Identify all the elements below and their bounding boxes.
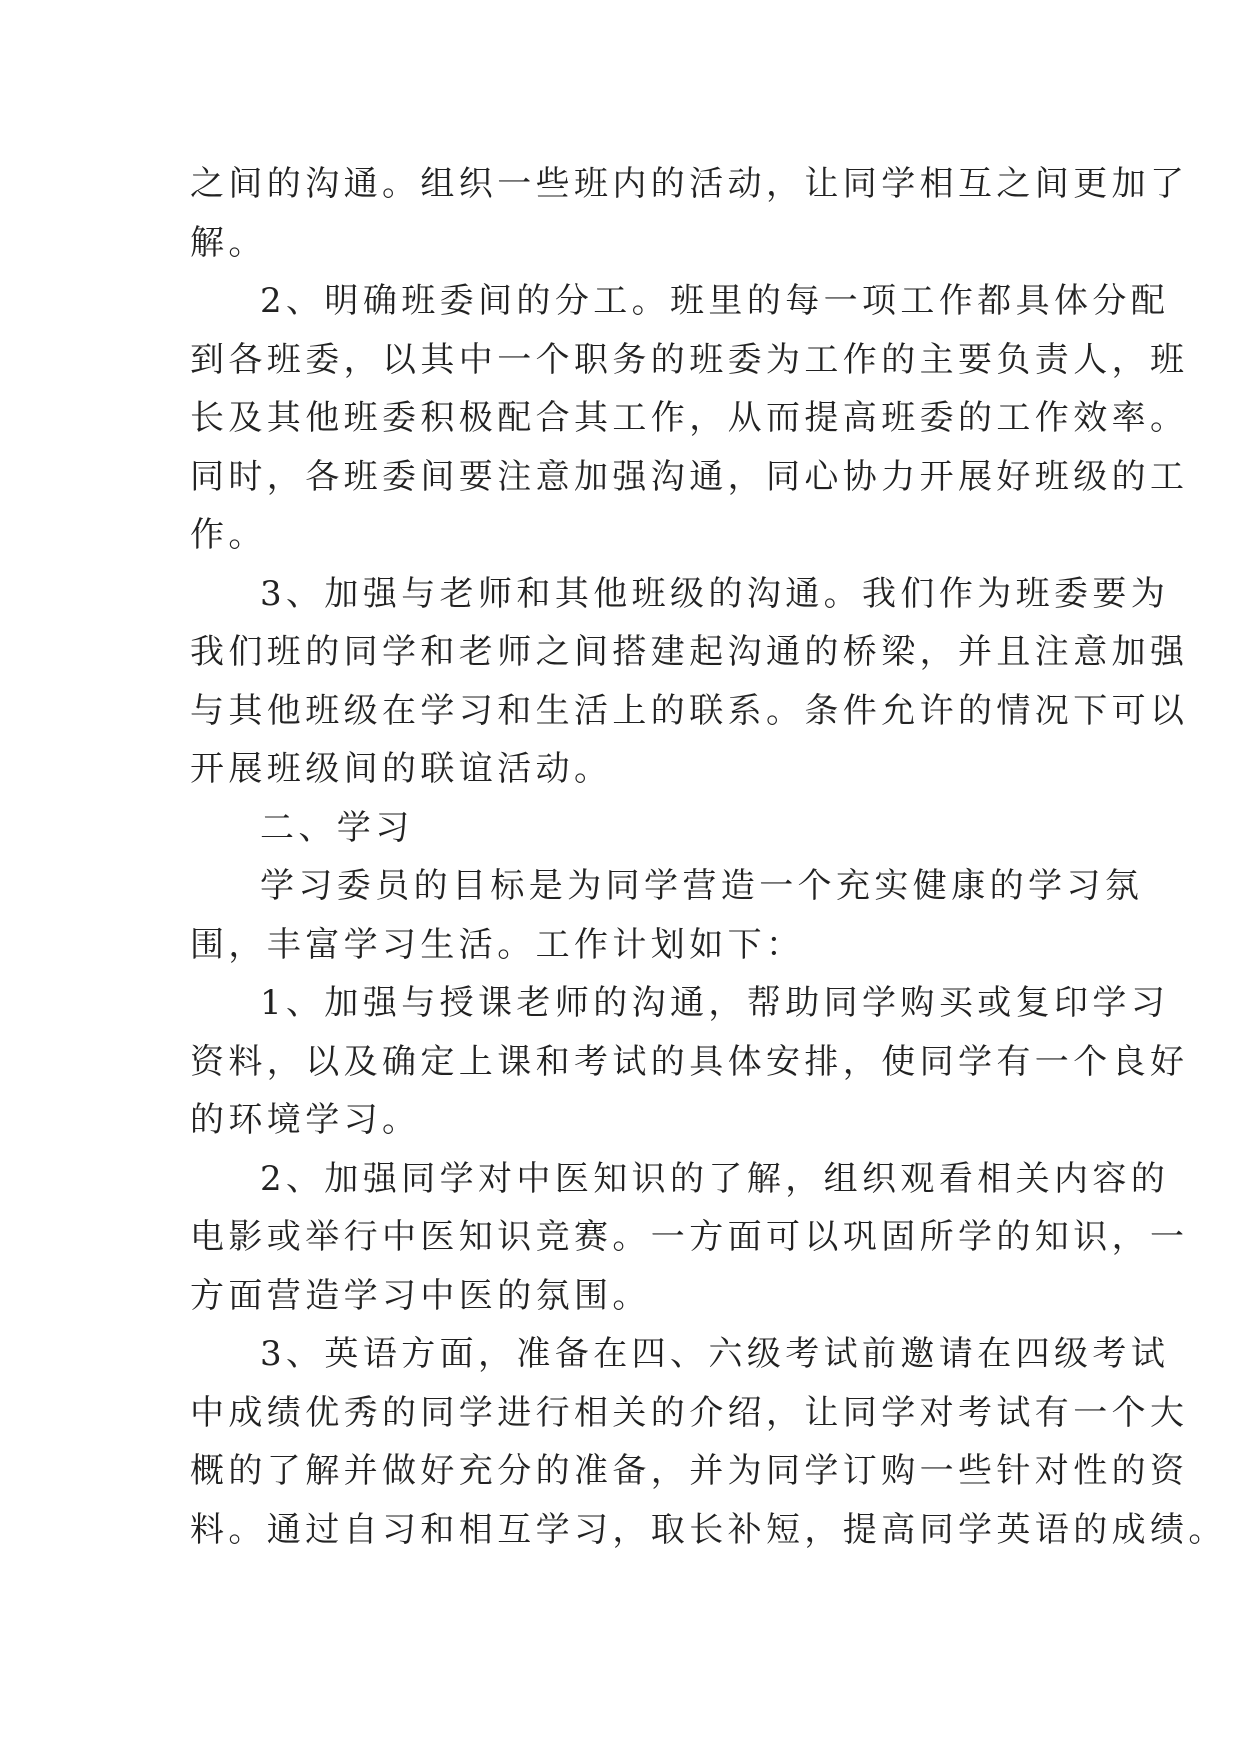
text-line: 资料，以及确定上课和考试的具体安排，使同学有一个良好	[190, 1041, 1189, 1082]
text-line: 1、加强与授课老师的沟通，帮助同学购买或复印学习	[260, 983, 1170, 1023]
text-line: 电影或举行中医知识竞赛。一方面可以巩固所学的知识，一	[190, 1217, 1189, 1257]
text-line: 长及其他班委积极配合其工作，从而提高班委的工作效率。	[190, 398, 1189, 438]
text-line: 到各班委，以其中一个职务的班委为工作的主要负责人，班	[190, 339, 1189, 380]
text-line: 之间的沟通。组织一些班内的活动，让同学相互之间更加了	[190, 164, 1189, 204]
text-line: 方面营造学习中医的氛围。	[190, 1275, 651, 1316]
text-line: 学习委员的目标是为同学营造一个充实健康的学习氛	[260, 866, 1144, 906]
text-line: 解。	[190, 222, 267, 263]
text-line: 3、英语方面，准备在四、六级考试前邀请在四级考试	[260, 1334, 1170, 1374]
text-line: 2、明确班委间的分工。班里的每一项工作都具体分配	[260, 281, 1170, 321]
text-line: 料。通过自习和相互学习，取长补短，提高同学英语的成绩。	[190, 1509, 1227, 1550]
text-line: 中成绩优秀的同学进行相关的介绍，让同学对考试有一个大	[190, 1392, 1189, 1433]
text-line: 开展班级间的联谊活动。	[190, 749, 613, 789]
body-text	[190, 155, 1227, 1559]
text-line: 3、加强与老师和其他班级的沟通。我们作为班委要为	[260, 573, 1170, 614]
text-line: 2、加强同学对中医知识的了解，组织观看相关内容的	[260, 1158, 1170, 1199]
text-line: 同时，各班委间要注意加强沟通，同心协力开展好班级的工	[190, 456, 1189, 497]
text-line: 概的了解并做好充分的准备，并为同学订购一些针对性的资	[190, 1451, 1189, 1491]
section-heading: 二、学习	[260, 807, 414, 848]
text-line: 围，丰富学习生活。工作计划如下：	[190, 924, 805, 965]
text-line: 与其他班级在学习和生活上的联系。条件允许的情况下可以	[190, 690, 1189, 731]
text-line: 的环境学习。	[190, 1100, 421, 1140]
text-line: 作。	[190, 515, 267, 555]
text-line: 我们班的同学和老师之间搭建起沟通的桥梁，并且注意加强	[190, 632, 1189, 672]
